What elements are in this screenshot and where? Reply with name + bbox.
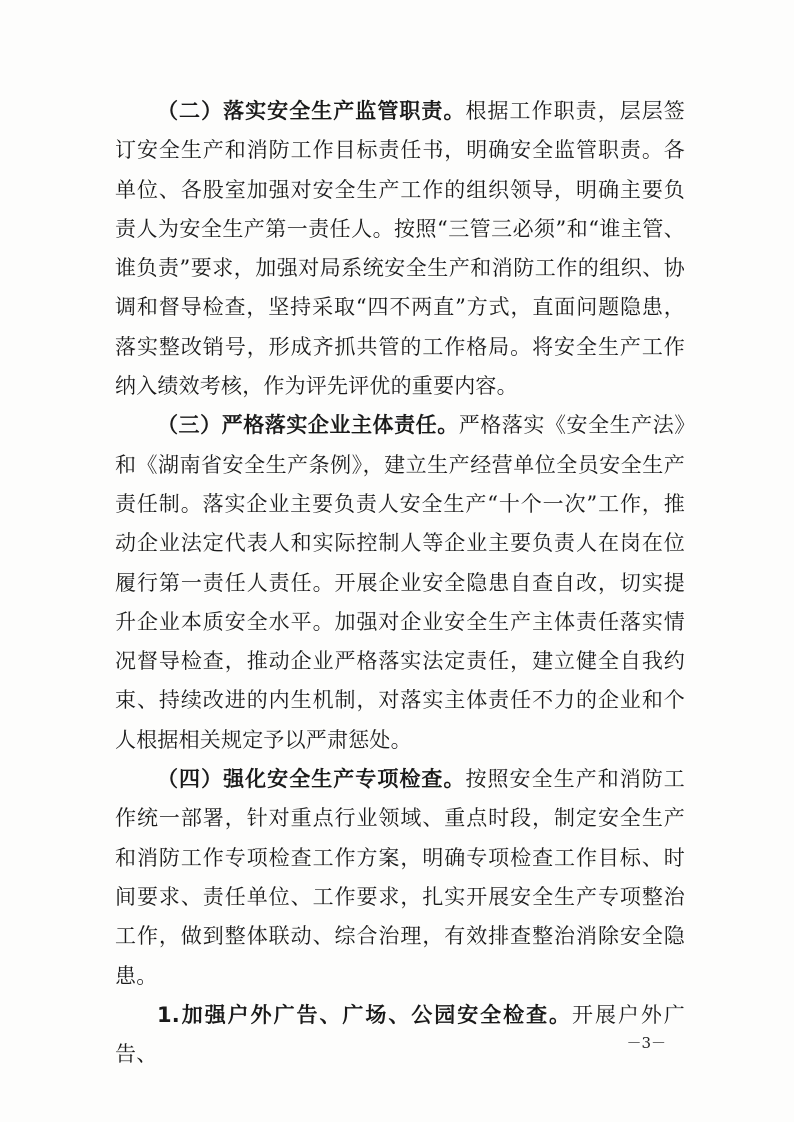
section-body: 严格落实《安全生产法》和《湖南省安全生产条例》，建立生产经营单位全员安全生产责任制。落实企业主要负责人安全生产“十个一次”工作，推动企业法定代表人和实际控制人等企业主要负责人在岗在位履行第一责任人责任。开展企业安全隐患自查自改，切实提升企业本质安全水平。加强对企业安全生产主体责任落实情况督导检查，推动企业严格落实法定责任，建立健全自我约束、持续改进的内生机制，对落实主体责任不力的企业和个人根据相关规定予以严肃惩处。 (115, 413, 685, 752)
section-heading: （三）严格落实企业主体责任。 (157, 413, 459, 438)
item-heading: 1.加强户外广告、广场、公园安全检查。 (157, 1002, 572, 1027)
page-number: －3－ (626, 1034, 666, 1052)
section-heading: （二）落实安全生产监管职责。 (157, 99, 466, 123)
section-body: 按照安全生产和消防工作统一部署，针对重点行业领域、重点时段，制定安全生产和消防工作专项检查工作方案，明确专项检查工作目标、时间要求、责任单位、工作要求，扎实开展安全生产专项整治工作，做到整体联动、综合治理，有效排查整治消除安全隐患。 (115, 767, 685, 988)
document-body (115, 92, 685, 1074)
section-heading: （四）强化安全生产专项检查。 (157, 767, 466, 792)
paragraph-section-4 (115, 760, 685, 996)
section-body: 根据工作职责，层层签订安全生产和消防工作目标责任书，明确安全监管职责。各单位、各股室加强对安全生产工作的组织领导，明确主要负责人为安全生产第一责任人。按照“三管三必须”和“谁主管、谁负责”要求，加强对局系统安全生产和消防工作的组织、协调和督导检查，坚持采取“四不两直”方式，直面问题隐患，落实整改销号，形成齐抓共管的工作格局。将安全生产工作纳入绩效考核，作为评先评优的重要内容。 (115, 99, 685, 399)
paragraph-section-3 (115, 406, 685, 760)
paragraph-item-1 (115, 996, 685, 1075)
item-body: 开展户外广告、 (115, 1002, 686, 1067)
paragraph-section-2 (115, 92, 685, 406)
